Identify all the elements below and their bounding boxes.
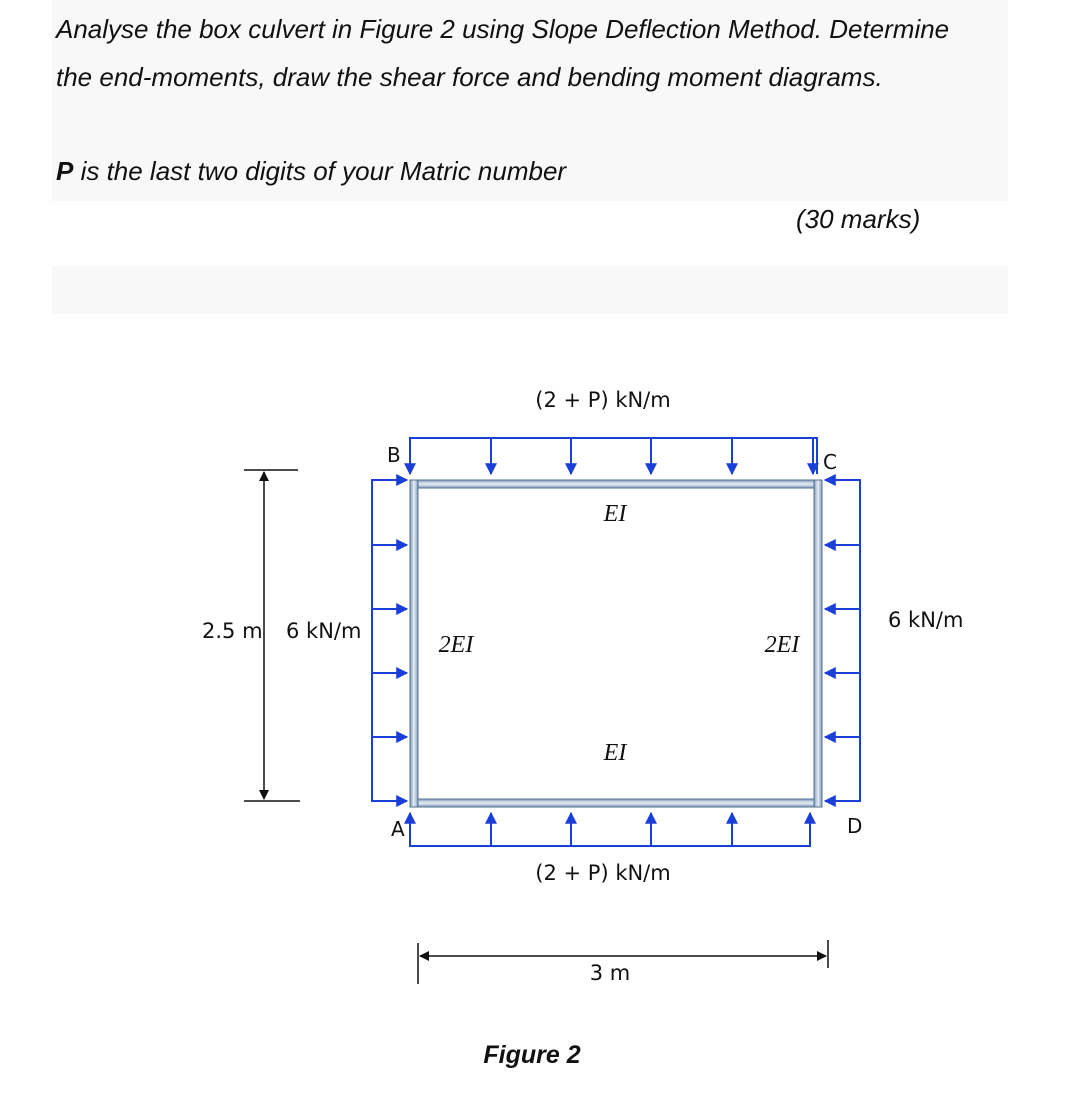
left-distributed-load <box>372 480 407 801</box>
top-member-stiffness: EI <box>603 501 627 527</box>
bottom-member <box>410 799 822 807</box>
marks: (30 marks) <box>796 204 921 234</box>
left-load-outline <box>372 480 406 801</box>
node-b-label: B <box>387 443 401 467</box>
p-symbol: P <box>56 156 74 186</box>
left-member-stiffness: 2EI <box>438 632 474 658</box>
right-load-label: 6 kN/m <box>888 608 964 632</box>
figure-caption: Figure 2 <box>483 1041 581 1069</box>
left-load-label: 6 kN/m <box>286 619 362 643</box>
right-member <box>814 480 822 807</box>
bottom-member-stiffness: EI <box>603 740 627 766</box>
left-member <box>410 480 418 807</box>
right-load-outline <box>826 480 860 801</box>
height-dim-label: 2.5 m <box>202 619 263 643</box>
width-dim-label: 3 m <box>589 961 631 985</box>
top-distributed-load <box>410 438 817 474</box>
bottom-load-outline <box>410 813 810 846</box>
question-line-1: Analyse the box culvert in Figure 2 using Slope Deflection Method. Determine <box>56 14 950 44</box>
bottom-distributed-load <box>410 813 810 846</box>
node-a-label: A <box>391 817 405 841</box>
top-load-outline <box>410 438 817 474</box>
bottom-load-label: (2 + P) kN/m <box>535 861 671 885</box>
question-line-2: the end-moments, draw the shear force and bending moment diagrams. <box>56 62 883 92</box>
top-member <box>410 480 822 488</box>
node-c-label: C <box>823 450 837 474</box>
top-load-label: (2 + P) kN/m <box>535 388 671 412</box>
p-definition-text: is the last two digits of your Matric number <box>73 156 567 186</box>
right-distributed-load <box>825 480 860 801</box>
right-member-stiffness: 2EI <box>764 632 800 658</box>
node-d-label: D <box>847 814 863 838</box>
